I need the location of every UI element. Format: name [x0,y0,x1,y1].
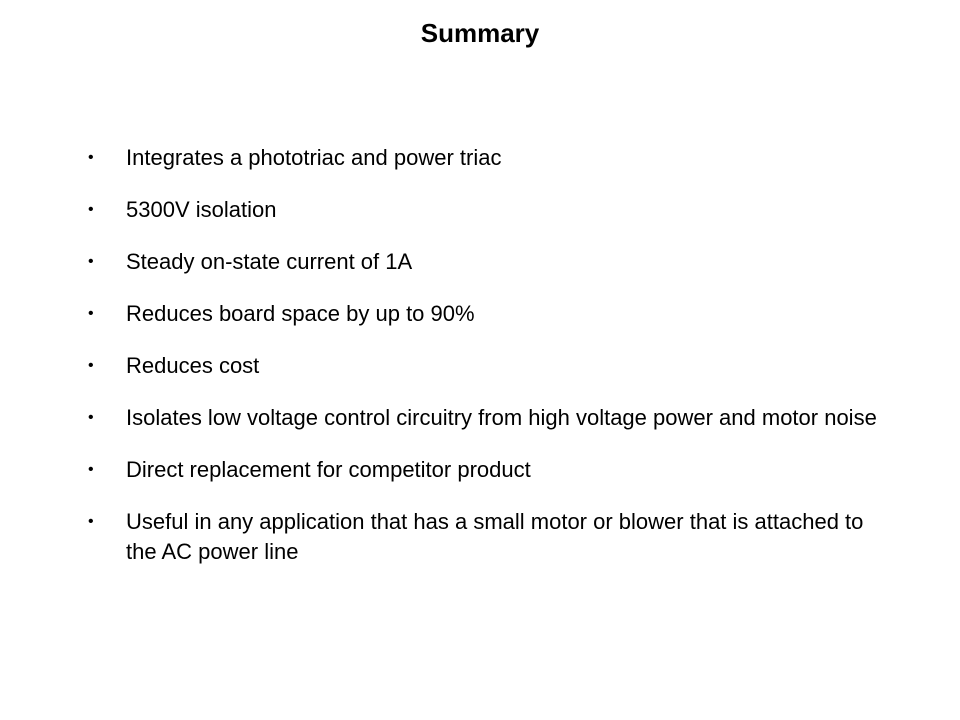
bullet-icon: • [88,461,94,478]
bullet-text: Steady on-state current of 1A [126,249,413,274]
list-item [88,455,888,485]
bullet-icon: • [88,149,94,166]
bullet-icon: • [88,513,94,530]
list-item [88,403,888,433]
bullet-text: Direct replacement for competitor product [126,457,531,482]
list-item [88,247,888,277]
bullet-text: Reduces cost [126,353,260,378]
list-item [88,195,888,225]
bullet-icon: • [88,201,94,218]
bullet-text: 5300V isolation [126,197,277,222]
bullet-icon: • [88,357,94,374]
bullet-text: Integrates a phototriac and power triac [126,145,502,170]
bullet-icon: • [88,253,94,270]
bullet-text: Isolates low voltage control circuitry from high voltage power and motor noise [126,405,877,430]
slide-title: Summary [420,18,540,48]
list-item [88,299,888,329]
list-item [88,507,888,567]
bullet-icon: • [88,409,94,426]
bullet-text: Reduces board space by up to 90% [126,301,475,326]
bullet-list [88,143,888,589]
bullet-icon: • [88,305,94,322]
bullet-text: Useful in any application that has a small motor or blower that is attached to the AC power line [126,509,864,564]
list-item [88,143,888,173]
list-item [88,351,888,381]
